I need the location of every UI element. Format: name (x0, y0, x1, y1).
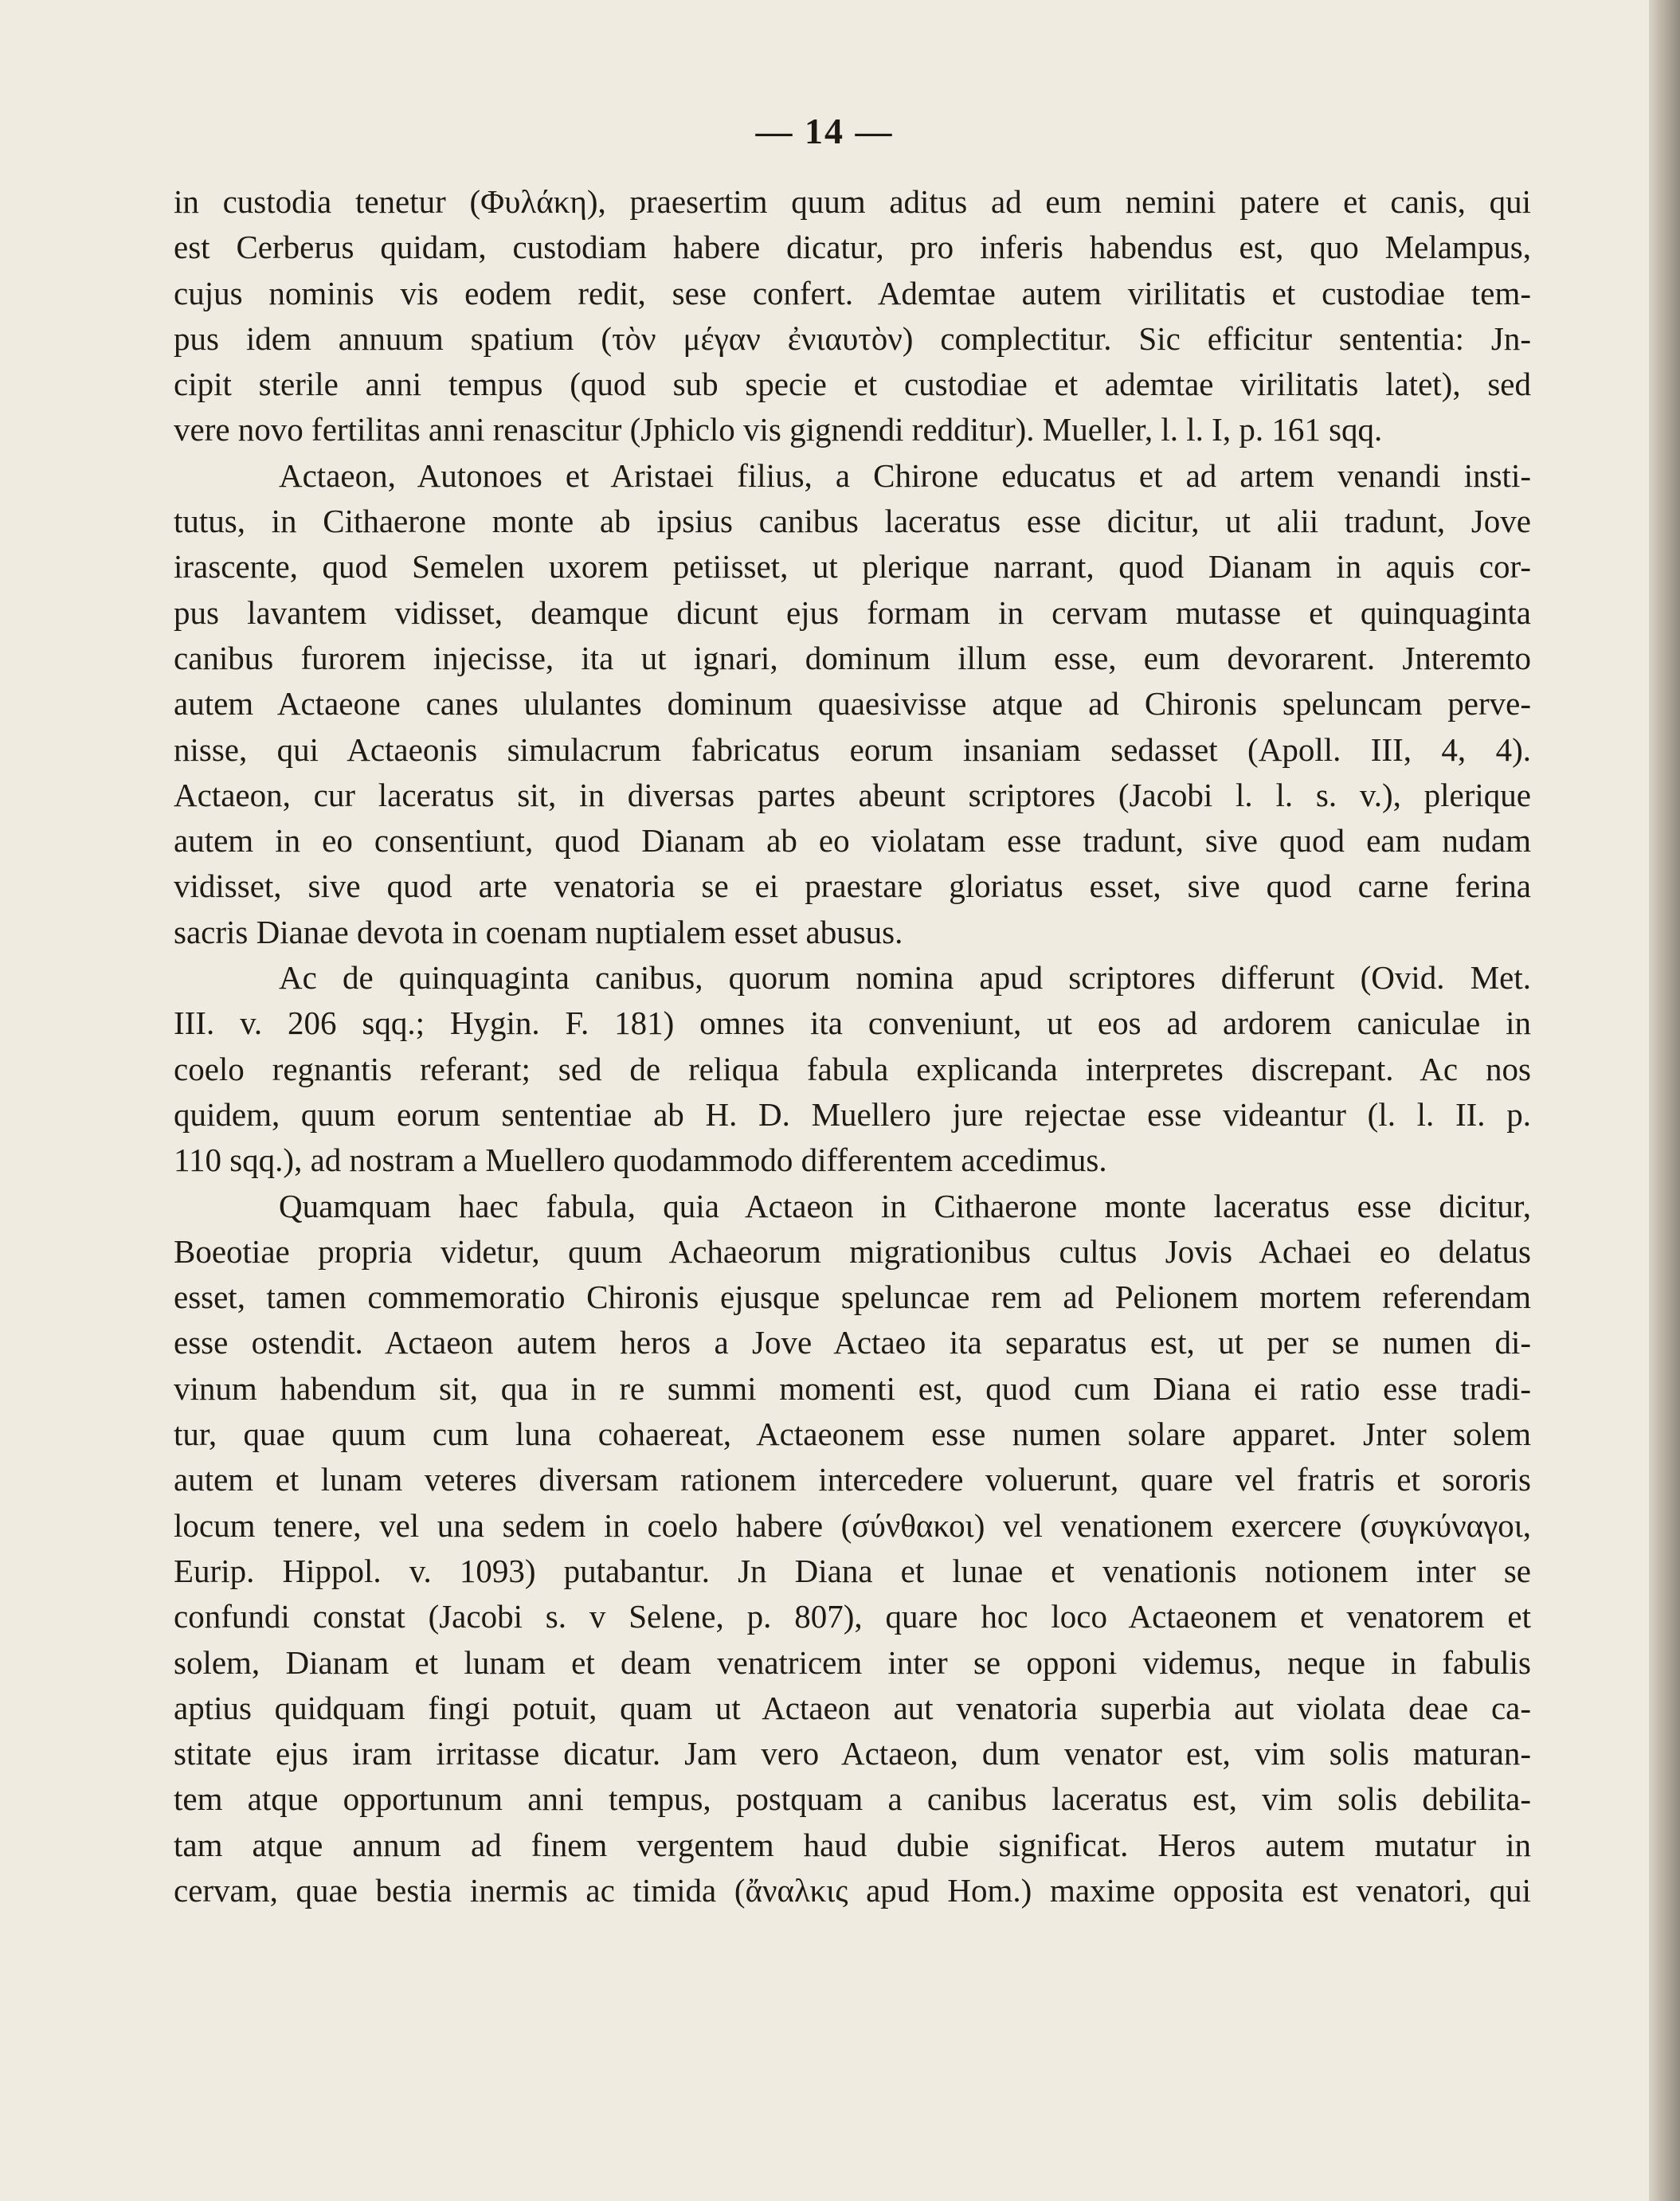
text-line: tem atque opportunum anni tempus, postquam a canibus laceratus est, vim solis debilita- (174, 1780, 1531, 1818)
text-line: cujus nominis vis eodem redit, sese confert. Ademtae autem virilitatis et custodiae tem- (174, 274, 1531, 311)
text-line: 110 sqq.), ad nostram a Muellero quodammodo differentem accedimus. (174, 1142, 1107, 1179)
text-line: esse ostendit. Actaeon autem heros a Jove Actaeo ita separatus est, ut per se numen di- (174, 1324, 1531, 1361)
text-line: esset, tamen commemoratio Chironis ejusque speluncae rem ad Pelionem mortem referendam (174, 1279, 1531, 1316)
text-line: nisse, qui Actaeonis simulacrum fabricatus eorum insaniam sedasset (Apoll. III, 4, 4). (174, 730, 1531, 768)
text-line: autem in eo consentiunt, quod Dianam ab eo violatam esse tradunt, sive quod eam nudam (174, 822, 1531, 860)
text-line: stitate ejus iram irritasse dicatur. Jam vero Actaeon, dum venator est, vim solis maturan- (174, 1735, 1531, 1772)
text-line: autem et lunam veteres diversam rationem intercedere voluerunt, quare vel fratris et sororis (174, 1461, 1531, 1498)
text-line: est Cerberus quidam, custodiam habere dicatur, pro inferis habendus est, quo Melampus, (174, 229, 1531, 266)
text-line: III. v. 206 sqq.; Hygin. F. 181) omnes ita conveniunt, ut eos ad ardorem caniculae in (174, 1005, 1531, 1042)
text-line: locum tenere, vel una sedem in coelo habere (σύνθακοι) vel venationem exercere (συγκύναγοι, (174, 1506, 1531, 1544)
paragraph-start-line: Quamquam haec fabula, quia Actaeon in Cithaerone monte laceratus esse dicitur, (279, 1187, 1531, 1224)
text-line: autem Actaeone canes ululantes dominum quaesivisse atque ad Chironis speluncam perve- (174, 685, 1531, 723)
text-line: cervam, quae bestia inermis ac timida (ἄναλκις apud Hom.) maxime opposita est venatori, qui (174, 1871, 1531, 1909)
text-line: quidem, quum eorum sententiae ab H. D. Muellero jure rejectae esse videantur (l. l. II. p. (174, 1095, 1531, 1133)
text-line: aptius quidquam fingi potuit, quam ut Actaeon aut venatoria superbia aut violata deae ca- (174, 1689, 1531, 1726)
paragraph-start-line: Ac de quinquaginta canibus, quorum nomina apud scriptores differunt (Ovid. Met. (279, 959, 1531, 997)
text-line: Boeotiae propria videtur, quum Achaeorum migrationibus cultus Jovis Achaei eo delatus (174, 1232, 1531, 1270)
text-line: canibus furorem injecisse, ita ut ignari, dominum illum esse, eum devorarent. Jnteremto (174, 639, 1531, 676)
text-line: solem, Dianam et lunam et deam venatricem inter se opponi videmus, neque in fabulis (174, 1643, 1531, 1681)
text-line: Eurip. Hippol. v. 1093) putabantur. Jn Diana et lunae et venationis notionem inter se (174, 1552, 1531, 1589)
paragraph-start-line: Actaeon, Autonoes et Aristaei filius, a Chirone educatus et ad artem venandi insti- (279, 456, 1531, 494)
text-line: sacris Dianae devota in coenam nuptialem esset abusus. (174, 913, 903, 950)
text-line: pus idem annuum spatium (τὸν μέγαν ἐνιαυτὸν) complectitur. Sic efficitur sententia: Jn- (174, 319, 1531, 357)
text-line: vere novo fertilitas anni renascitur (Jphiclo vis gignendi redditur). Mueller, l. l. I, p. 161 sqq. (174, 411, 1383, 448)
book-spine-shadow (1649, 0, 1680, 2201)
text-line: pus lavantem vidisset, deamque dicunt ejus formam in cervam mutasse et quinquaginta (174, 593, 1531, 631)
text-line: tam atque annum ad finem vergentem haud dubie significat. Heros autem mutatur in (174, 1826, 1531, 1863)
text-line: vidisset, sive quod arte venatoria se ei praestare gloriatus esset, sive quod carne ferina (174, 867, 1531, 905)
text-line: tur, quae quum cum luna cohaereat, Actaeonem esse numen solare apparet. Jnter solem (174, 1416, 1531, 1453)
text-line: cipit sterile anni tempus (quod sub specie et custodiae et ademtae virilitatis latet), sed (174, 366, 1531, 403)
body-text (174, 179, 1531, 1913)
text-line: confundi constat (Jacobi s. v Selene, p. 807), quare hoc loco Actaeonem et venatorem et (174, 1598, 1531, 1635)
page-number: — 14 — (755, 111, 894, 151)
text-line: irascente, quod Semelen uxorem petiisset, ut plerique narrant, quod Dianam in aquis cor- (174, 548, 1531, 585)
text-line: in custodia tenetur (Φυλάκη), praesertim quum aditus ad eum nemini patere et canis, qui (174, 183, 1531, 220)
text-line: coelo regnantis referant; sed de reliqua fabula explicanda interpretes discrepant. Ac nos (174, 1050, 1531, 1087)
text-line: tutus, in Cithaerone monte ab ipsius canibus laceratus esse dicitur, ut alii tradunt, Jove (174, 503, 1531, 540)
text-line: Actaeon, cur laceratus sit, in diversas partes abeunt scriptores (Jacobi l. l. s. v.), plerique (174, 776, 1531, 813)
text-line: vinum habendum sit, qua in re summi momenti est, quod cum Diana ei ratio esse tradi- (174, 1369, 1531, 1407)
